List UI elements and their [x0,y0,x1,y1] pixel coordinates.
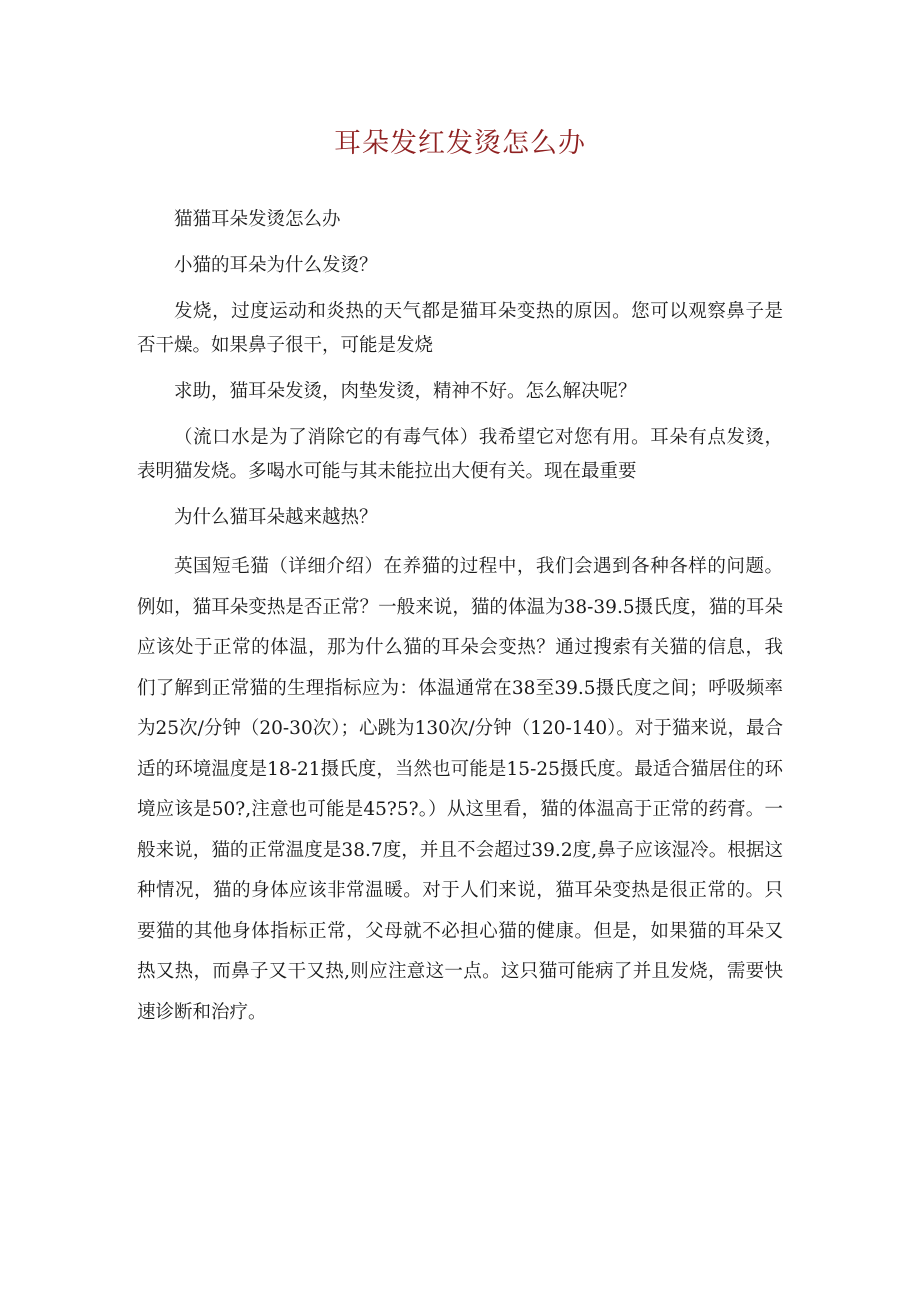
document-title: 耳朵发红发烫怎么办 [334,128,586,159]
paragraph-5: （流口水是为了消除它的有毒气体）我希望它对您有用。耳朵有点发烫，表明猫发烧。多喝水可能与其未能拉出大便有关。现在最重要 [137,427,783,482]
paragraph-7: 英国短毛猫（详细介绍）在养猫的过程中，我们会遇到各种各样的问题。例如，猫耳朵变热是否正常？一般来说，猫的体温为38-39.5摄氏度，猫的耳朵应该处于正常的体温，那为什么猫的耳朵会变热？通过搜索有关猫的信息，我们了解到正常猫的生理指标应为：体温通常在38至39.5摄氏度之间；呼吸频率为25次/分钟（20-30次）；心跳为130次/分钟（120-140）。对于猫来说，最合适的环境温度是18-21摄氏度，当然也可能是15-25摄氏度。最适合猫居住的环境应该是50?,注意也可能是45?5?。）从这里看，猫的体温高于正常的药膏。一般来说，猫的正常温度是38.7度，并且不会超过39.2度,鼻子应该湿冷。根据这种情况，猫的身体应该非常温暖。对于人们来说，猫耳朵变热是很正常的。只要猫的其他身体指标正常，父母就不必担心猫的健康。但是，如果猫的耳朵又热又热，而鼻子又干又热,则应注意这一点。这只猫可能病了并且发烧，需要快速诊断和治疗。 [137,556,783,1023]
paragraph-4: 求助，猫耳朵发烫，肉垫发烫，精神不好。怎么解决呢？ [174,381,637,402]
paragraph-2: 小猫的耳朵为什么发烫？ [174,255,378,276]
paragraph-1: 猫猫耳朵发烫怎么办 [174,209,341,230]
paragraph-6: 为什么猫耳朵越来越热？ [174,507,378,528]
paragraph-3: 发烧，过度运动和炎热的天气都是猫耳朵变热的原因。您可以观察鼻子是否干燥。如果鼻子很干，可能是发烧 [137,301,783,356]
